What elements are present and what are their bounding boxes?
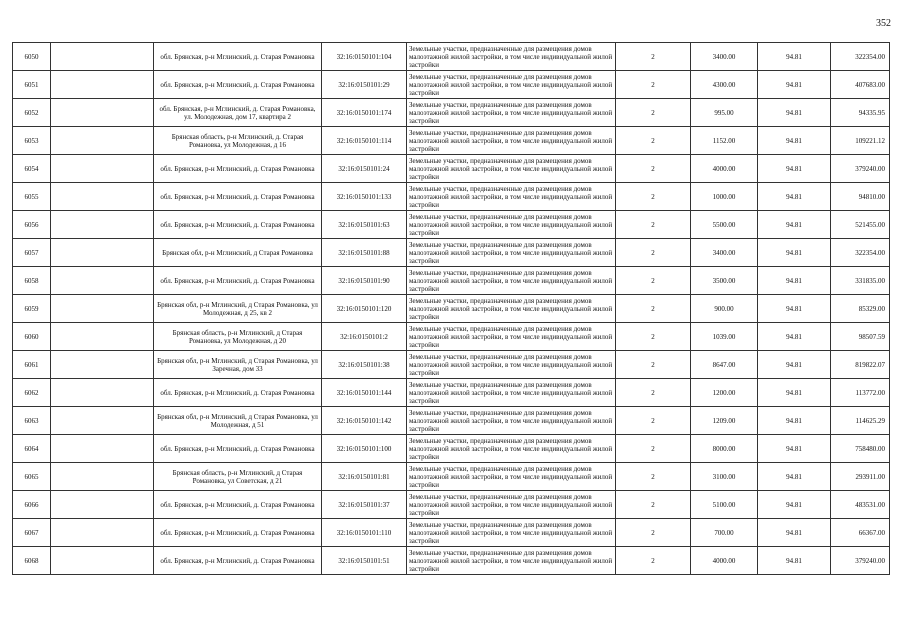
table-body <box>13 43 890 575</box>
empty-cell <box>51 211 154 239</box>
area-cell: 3100.00 <box>691 463 758 491</box>
empty-cell <box>51 491 154 519</box>
page-number: 352 <box>876 18 891 29</box>
row-number: 6059 <box>13 295 51 323</box>
cadastral-value-cell: 758480.00 <box>831 435 890 463</box>
land-use-cell: Земельные участки, предназначенные для размещения домов малоэтажной жилой застройки, в том числе индивидуальной жилой застройки <box>407 127 616 155</box>
cadastral-value-cell: 94335.95 <box>831 99 890 127</box>
cadastral-number-cell: 32:16:0150101:144 <box>322 379 407 407</box>
cadastral-value-cell: 98507.59 <box>831 323 890 351</box>
table-row <box>13 519 890 547</box>
address-cell: Брянская обл, р-н Мглинский, д Старая Романовка, ул Молодежная, д 51 <box>154 407 322 435</box>
address-cell: Брянская обл, р-н Мглинский, д Старая Романовка, ул Молодежная, д 25, кв 2 <box>154 295 322 323</box>
area-cell: 5500.00 <box>691 211 758 239</box>
area-cell: 1039.00 <box>691 323 758 351</box>
row-number: 6067 <box>13 519 51 547</box>
land-use-cell: Земельные участки, предназначенные для размещения домов малоэтажной жилой застройки, в том числе индивидуальной жилой застройки <box>407 463 616 491</box>
table-row <box>13 463 890 491</box>
cadastral-value-cell: 483531.00 <box>831 491 890 519</box>
specific-value-cell: 94.81 <box>758 99 831 127</box>
empty-cell <box>51 435 154 463</box>
category-cell: 2 <box>616 351 691 379</box>
cadastral-value-cell: 293911.00 <box>831 463 890 491</box>
cadastral-value-cell: 819822.07 <box>831 351 890 379</box>
address-cell: обл. Брянская, р-н Мглинский, д. Старая Романовка <box>154 211 322 239</box>
address-cell: Брянская область, р-н Мглинский, д. Старая Романовка, ул Молодежная, д 16 <box>154 127 322 155</box>
cadastral-value-cell: 114625.29 <box>831 407 890 435</box>
empty-cell <box>51 155 154 183</box>
table-row <box>13 127 890 155</box>
row-number: 6062 <box>13 379 51 407</box>
empty-cell <box>51 99 154 127</box>
cadastral-value-cell: 521455.00 <box>831 211 890 239</box>
specific-value-cell: 94.81 <box>758 295 831 323</box>
land-use-cell: Земельные участки, предназначенные для размещения домов малоэтажной жилой застройки, в том числе индивидуальной жилой застройки <box>407 547 616 575</box>
land-use-cell: Земельные участки, предназначенные для размещения домов малоэтажной жилой застройки, в том числе индивидуальной жилой застройки <box>407 239 616 267</box>
address-cell: обл. Брянская, р-н Мглинский, д. Старая Романовка, ул. Молодежная, дом 17, квартира 2 <box>154 99 322 127</box>
address-cell: обл. Брянская, р-н Мглинский, д. Старая Романовка <box>154 71 322 99</box>
specific-value-cell: 94.81 <box>758 491 831 519</box>
specific-value-cell: 94.81 <box>758 547 831 575</box>
land-use-cell: Земельные участки, предназначенные для размещения домов малоэтажной жилой застройки, в том числе индивидуальной жилой застройки <box>407 155 616 183</box>
specific-value-cell: 94.81 <box>758 379 831 407</box>
area-cell: 3400.00 <box>691 239 758 267</box>
area-cell: 8000.00 <box>691 435 758 463</box>
specific-value-cell: 94.81 <box>758 127 831 155</box>
address-cell: обл. Брянская, р-н Мглинский, д. Старая Романовка <box>154 547 322 575</box>
land-use-cell: Земельные участки, предназначенные для размещения домов малоэтажной жилой застройки, в том числе индивидуальной жилой застройки <box>407 99 616 127</box>
specific-value-cell: 94.81 <box>758 267 831 295</box>
category-cell: 2 <box>616 155 691 183</box>
area-cell: 4300.00 <box>691 71 758 99</box>
cadastral-value-cell: 407683.00 <box>831 71 890 99</box>
category-cell: 2 <box>616 211 691 239</box>
empty-cell <box>51 267 154 295</box>
cadastral-value-table <box>12 42 890 575</box>
table-row <box>13 155 890 183</box>
row-number: 6066 <box>13 491 51 519</box>
cadastral-number-cell: 32:16:0150101:104 <box>322 43 407 71</box>
table-row <box>13 71 890 99</box>
cadastral-value-cell: 322354.00 <box>831 43 890 71</box>
row-number: 6054 <box>13 155 51 183</box>
category-cell: 2 <box>616 71 691 99</box>
row-number: 6064 <box>13 435 51 463</box>
cadastral-number-cell: 32:16:0150101:114 <box>322 127 407 155</box>
table-row <box>13 295 890 323</box>
empty-cell <box>51 351 154 379</box>
table-row <box>13 547 890 575</box>
category-cell: 2 <box>616 239 691 267</box>
row-number: 6051 <box>13 71 51 99</box>
cadastral-number-cell: 32:16:0150101:110 <box>322 519 407 547</box>
table-row <box>13 267 890 295</box>
land-use-cell: Земельные участки, предназначенные для размещения домов малоэтажной жилой застройки, в том числе индивидуальной жилой застройки <box>407 43 616 71</box>
category-cell: 2 <box>616 463 691 491</box>
table-row <box>13 239 890 267</box>
category-cell: 2 <box>616 519 691 547</box>
address-cell: обл. Брянская, р-н Мглинский, д. Старая Романовка <box>154 491 322 519</box>
cadastral-value-cell: 322354.00 <box>831 239 890 267</box>
cadastral-number-cell: 32:16:0150101:90 <box>322 267 407 295</box>
cadastral-number-cell: 32:16:0150101:133 <box>322 183 407 211</box>
table-row <box>13 323 890 351</box>
category-cell: 2 <box>616 267 691 295</box>
address-cell: Брянская область, р-н Мглинский, д Старая Романовка, ул Советская, д 21 <box>154 463 322 491</box>
specific-value-cell: 94.81 <box>758 407 831 435</box>
category-cell: 2 <box>616 43 691 71</box>
table-row <box>13 407 890 435</box>
land-use-cell: Земельные участки, предназначенные для размещения домов малоэтажной жилой застройки, в том числе индивидуальной жилой застройки <box>407 351 616 379</box>
cadastral-number-cell: 32:16:0150101:38 <box>322 351 407 379</box>
table-row <box>13 351 890 379</box>
land-use-cell: Земельные участки, предназначенные для размещения домов малоэтажной жилой застройки, в том числе индивидуальной жилой застройки <box>407 183 616 211</box>
specific-value-cell: 94.81 <box>758 239 831 267</box>
area-cell: 4000.00 <box>691 547 758 575</box>
empty-cell <box>51 323 154 351</box>
cadastral-number-cell: 32:16:0150101:88 <box>322 239 407 267</box>
land-use-cell: Земельные участки, предназначенные для размещения домов малоэтажной жилой застройки, в том числе индивидуальной жилой застройки <box>407 407 616 435</box>
empty-cell <box>51 379 154 407</box>
cadastral-number-cell: 32:16:0150101:100 <box>322 435 407 463</box>
empty-cell <box>51 127 154 155</box>
area-cell: 1209.00 <box>691 407 758 435</box>
address-cell: обл. Брянская, р-н Мглинский, д. Старая Романовка <box>154 519 322 547</box>
address-cell: обл. Брянская, р-н Мглинский, д. Старая Романовка <box>154 183 322 211</box>
row-number: 6068 <box>13 547 51 575</box>
cadastral-number-cell: 32:16:0150101:81 <box>322 463 407 491</box>
cadastral-value-cell: 66367.00 <box>831 519 890 547</box>
address-cell: Брянская обл, р-н Мглинский, д Старая Романовка, ул Заречная, дом 33 <box>154 351 322 379</box>
row-number: 6061 <box>13 351 51 379</box>
land-use-cell: Земельные участки, предназначенные для размещения домов малоэтажной жилой застройки, в том числе индивидуальной жилой застройки <box>407 379 616 407</box>
land-use-cell: Земельные участки, предназначенные для размещения домов малоэтажной жилой застройки, в том числе индивидуальной жилой застройки <box>407 435 616 463</box>
row-number: 6055 <box>13 183 51 211</box>
category-cell: 2 <box>616 183 691 211</box>
empty-cell <box>51 407 154 435</box>
address-cell: Брянская обл, р-н Мглинский, д Старая Романовка <box>154 239 322 267</box>
area-cell: 900.00 <box>691 295 758 323</box>
row-number: 6063 <box>13 407 51 435</box>
specific-value-cell: 94.81 <box>758 43 831 71</box>
land-use-cell: Земельные участки, предназначенные для размещения домов малоэтажной жилой застройки, в том числе индивидуальной жилой застройки <box>407 295 616 323</box>
specific-value-cell: 94.81 <box>758 71 831 99</box>
empty-cell <box>51 547 154 575</box>
row-number: 6052 <box>13 99 51 127</box>
category-cell: 2 <box>616 491 691 519</box>
address-cell: обл. Брянская, р-н Мглинский, д. Старая Романовка <box>154 379 322 407</box>
table-row <box>13 379 890 407</box>
category-cell: 2 <box>616 379 691 407</box>
area-cell: 3500.00 <box>691 267 758 295</box>
area-cell: 8647.00 <box>691 351 758 379</box>
table-row <box>13 99 890 127</box>
category-cell: 2 <box>616 407 691 435</box>
row-number: 6050 <box>13 43 51 71</box>
area-cell: 3400.00 <box>691 43 758 71</box>
area-cell: 1200.00 <box>691 379 758 407</box>
empty-cell <box>51 43 154 71</box>
specific-value-cell: 94.81 <box>758 519 831 547</box>
table-row <box>13 43 890 71</box>
area-cell: 700.00 <box>691 519 758 547</box>
category-cell: 2 <box>616 435 691 463</box>
table-row <box>13 491 890 519</box>
specific-value-cell: 94.81 <box>758 351 831 379</box>
land-use-cell: Земельные участки, предназначенные для размещения домов малоэтажной жилой застройки, в том числе индивидуальной жилой застройки <box>407 267 616 295</box>
category-cell: 2 <box>616 323 691 351</box>
area-cell: 995.00 <box>691 99 758 127</box>
row-number: 6053 <box>13 127 51 155</box>
cadastral-value-cell: 379240.00 <box>831 547 890 575</box>
specific-value-cell: 94.81 <box>758 323 831 351</box>
row-number: 6060 <box>13 323 51 351</box>
specific-value-cell: 94.81 <box>758 435 831 463</box>
cadastral-value-cell: 85329.00 <box>831 295 890 323</box>
cadastral-value-cell: 113772.00 <box>831 379 890 407</box>
address-cell: Брянская область, р-н Мглинский, д Старая Романовка, ул Молодежная, д 20 <box>154 323 322 351</box>
row-number: 6058 <box>13 267 51 295</box>
cadastral-number-cell: 32:16:0150101:142 <box>322 407 407 435</box>
cadastral-value-cell: 94810.00 <box>831 183 890 211</box>
cadastral-number-cell: 32:16:0150101:37 <box>322 491 407 519</box>
specific-value-cell: 94.81 <box>758 463 831 491</box>
row-number: 6065 <box>13 463 51 491</box>
cadastral-value-cell: 379240.00 <box>831 155 890 183</box>
category-cell: 2 <box>616 295 691 323</box>
row-number: 6057 <box>13 239 51 267</box>
cadastral-number-cell: 32:16:0150101:51 <box>322 547 407 575</box>
cadastral-number-cell: 32:16:0150101:29 <box>322 71 407 99</box>
cadastral-value-cell: 109221.12 <box>831 127 890 155</box>
empty-cell <box>51 183 154 211</box>
land-use-cell: Земельные участки, предназначенные для размещения домов малоэтажной жилой застройки, в том числе индивидуальной жилой застройки <box>407 71 616 99</box>
row-number: 6056 <box>13 211 51 239</box>
address-cell: обл. Брянская, р-н Мглинский, д. Старая Романовка <box>154 435 322 463</box>
empty-cell <box>51 463 154 491</box>
area-cell: 4000.00 <box>691 155 758 183</box>
empty-cell <box>51 519 154 547</box>
empty-cell <box>51 295 154 323</box>
land-use-cell: Земельные участки, предназначенные для размещения домов малоэтажной жилой застройки, в том числе индивидуальной жилой застройки <box>407 491 616 519</box>
cadastral-number-cell: 32:16:0150101:174 <box>322 99 407 127</box>
table-row <box>13 211 890 239</box>
land-use-cell: Земельные участки, предназначенные для размещения домов малоэтажной жилой застройки, в том числе индивидуальной жилой застройки <box>407 323 616 351</box>
table-row <box>13 435 890 463</box>
category-cell: 2 <box>616 127 691 155</box>
land-use-cell: Земельные участки, предназначенные для размещения домов малоэтажной жилой застройки, в том числе индивидуальной жилой застройки <box>407 519 616 547</box>
specific-value-cell: 94.81 <box>758 211 831 239</box>
cadastral-number-cell: 32:16:0150101:2 <box>322 323 407 351</box>
cadastral-number-cell: 32:16:0150101:120 <box>322 295 407 323</box>
address-cell: обл. Брянская, р-н Мглинский, д. Старая Романовка <box>154 267 322 295</box>
cadastral-number-cell: 32:16:0150101:24 <box>322 155 407 183</box>
empty-cell <box>51 71 154 99</box>
land-use-cell: Земельные участки, предназначенные для размещения домов малоэтажной жилой застройки, в том числе индивидуальной жилой застройки <box>407 211 616 239</box>
area-cell: 1152.00 <box>691 127 758 155</box>
cadastral-number-cell: 32:16:0150101:63 <box>322 211 407 239</box>
table-row <box>13 183 890 211</box>
area-cell: 5100.00 <box>691 491 758 519</box>
category-cell: 2 <box>616 547 691 575</box>
cadastral-value-cell: 331835.00 <box>831 267 890 295</box>
specific-value-cell: 94.81 <box>758 183 831 211</box>
area-cell: 1000.00 <box>691 183 758 211</box>
address-cell: обл. Брянская, р-н Мглинский, д. Старая Романовка <box>154 43 322 71</box>
empty-cell <box>51 239 154 267</box>
category-cell: 2 <box>616 99 691 127</box>
address-cell: обл. Брянская, р-н Мглинский, д. Старая Романовка <box>154 155 322 183</box>
specific-value-cell: 94.81 <box>758 155 831 183</box>
